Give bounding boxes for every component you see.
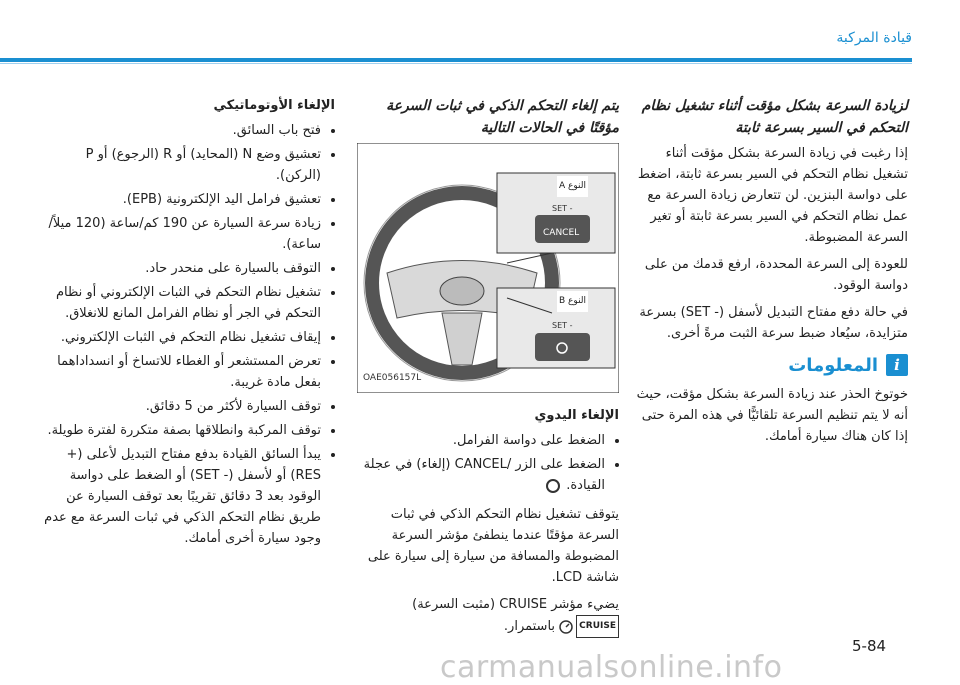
manual-cancel-list [357, 430, 619, 496]
list-item: • تعشيق فرامل اليد الإلكترونية (EPB). [40, 189, 321, 210]
list-item: • الضغط على دواسة الفرامل. [357, 430, 605, 451]
auto-cancel-list [40, 120, 335, 549]
paragraph: يتوقف تشغيل نظام التحكم الذكي في ثبات السرعة مؤقتًا عندما ينطفئ مؤشر السرعة المضبوطة والمسافة من سيارة إلى سيارة على شاشة LCD. [367, 507, 619, 585]
type-b-label: النوع B [557, 291, 588, 312]
set-switch-label: SET - [552, 204, 573, 213]
list-item: • إيقاف تشغيل نظام التحكم في الثبات الإلكتروني. [40, 327, 321, 348]
info-title: المعلومات [788, 354, 878, 376]
list-item: • تشغيل نظام التحكم في الثبات الإلكتروني أو نظام التحكم في الجر أو نظام الفرامل المانع للانغلاق. [40, 282, 321, 324]
paragraph: إذا رغبت في زيادة السرعة بشكل مؤقت أثناء تشغيل نظام التحكم في السير بسرعة ثابتة، اضغط على دواسة البنزين. لن تتعارض زيادة السرعة مع عمل نظام التحكم في السير بسرعة ثابتة أو تغير السرعة المضبوطة. [637, 146, 908, 245]
cancel-button-icon [546, 479, 560, 493]
column-left [40, 95, 335, 552]
column-middle [357, 95, 619, 644]
watermark: carmanualsonline.info [440, 650, 783, 685]
cruise-word: CRUISE [576, 615, 619, 638]
page-number: 5-84 [852, 637, 887, 655]
info-icon: i [886, 354, 908, 376]
info-box-header [633, 354, 908, 376]
header-rule-thin [0, 63, 912, 64]
header-rule [0, 58, 912, 62]
paragraph: للعودة إلى السرعة المحددة، ارفع قدمك من على دواسة الوقود. [644, 257, 908, 293]
list-item: • يبدأ السائق القيادة بدفع مفتاح التبديل لأعلى (+ RES) أو لأسفل (- SET) أو الضغط على دواسة الوقود بعد 3 دقائق تقريبًا بعد توقف السيارة عن طريق نظام التحكم الذكي في ثبات السرعة مع عدم وجود سيارة أخرى أمامك. [40, 444, 321, 549]
list-item: • تعشيق وضع N (المحايد) أو R (الرجوع) أو P (الركن). [40, 144, 321, 186]
cancel-switch-label: CANCEL [543, 228, 580, 238]
section-heading: لزيادة السرعة بشكل مؤقت أثناء تشغيل نظام التحكم في السير بسرعة ثابتة [641, 98, 908, 136]
paragraph: يضيء مؤشر CRUISE (مثبت السرعة) CRUISE باستمرار. [357, 594, 619, 638]
steering-wheel-figure [357, 143, 619, 393]
type-a-label: النوع A [557, 176, 588, 197]
list-item: • توقف السيارة لأكثر من 5 دقائق. [40, 396, 321, 417]
paragraph: في حالة دفع مفتاح التبديل لأسفل (- SET) بسرعة متزايدة، سيُعاد ضبط سرعة الثبت مرةً أخرى. [639, 305, 908, 341]
chapter-title: قيادة المركبة [836, 30, 912, 46]
list-item: • تعرض المستشعر أو الغطاء للاتساخ أو انسداداهما بفعل مادة غريبة. [40, 351, 321, 393]
list-item: • الضغط على الزر /CANCEL (إلغاء) في عجلة القيادة. [357, 454, 605, 496]
list-item: • فتح باب السائق. [40, 120, 321, 141]
subheading: الإلغاء اليدوي [534, 408, 619, 423]
column-right [633, 95, 908, 453]
subheading: الإلغاء الأوتوماتيكي [213, 98, 335, 113]
list-item: • زيادة سرعة السيارة عن 190 كم/ساعة (120 ميلاً/ساعة). [40, 213, 321, 255]
section-heading: يتم إلغاء التحكم الذكي في ثبات السرعة مؤقتًا في الحالات التالية [386, 98, 619, 136]
cruise-indicator-icon [559, 615, 619, 638]
figure-code: OAE056157L [363, 373, 422, 383]
list-item: • توقف المركبة وانطلاقها بصفة متكررة لفترة طويلة. [40, 420, 321, 441]
info-text: خوتوخ الحذر عند زيادة السرعة بشكل مؤقت، حيث أنه لا يتم تنظيم السرعة تلقائيًّا في هذه المرة حتى إذا كان هناك سيارة أمامك. [636, 387, 908, 444]
set-switch-label-b: SET - [552, 321, 573, 330]
list-item: • التوقف بالسيارة على منحدر حاد. [40, 258, 321, 279]
